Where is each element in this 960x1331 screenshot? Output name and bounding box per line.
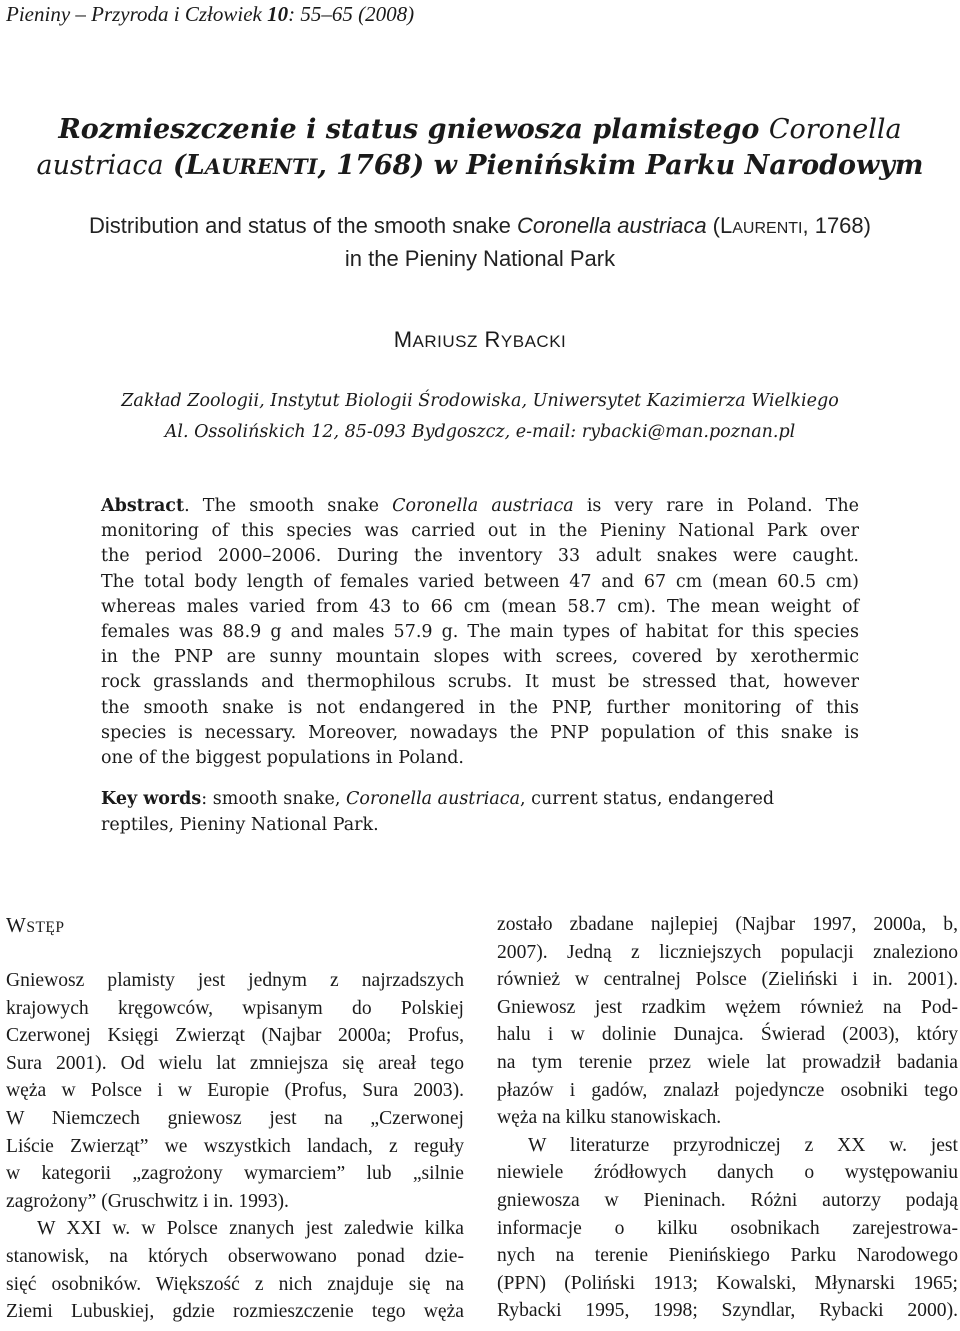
abstract-line: [101, 494, 859, 519]
body-line: sięć osobników. Większość z nich znajduje się na: [6, 1273, 464, 1295]
body-line: węża na kilku stanowiskach.: [497, 1107, 722, 1129]
abstract-text: . The smooth snake: [184, 496, 393, 516]
title-pl-genus: Coronella: [768, 114, 902, 145]
body-line: gniewosza w Pieninach. Różni autorzy podają: [497, 1189, 958, 1211]
section-heading: [6, 913, 65, 938]
body-line: halu i w dolinie Dunajca. Świerad (2003), który: [497, 1024, 958, 1046]
title-en-line2: in the Pieniny National Park: [344, 246, 616, 271]
body-line: niewiele źródłowych danych o występowaniu: [497, 1162, 958, 1184]
title-en-year: , 1768): [802, 213, 871, 238]
body-line: Ziemi Lubuskiej, gdzie rozmieszczenie tego węża: [6, 1301, 464, 1323]
body-line: Gniewosz jest rzadkim wężem również na Pod-: [497, 996, 958, 1018]
abstract-label: Abstract: [101, 496, 185, 516]
journal-pages-year: : 55–65 (2008): [288, 2, 415, 26]
journal-volume: 10: [267, 2, 289, 26]
body-line: W XXI w. w Polsce znanych jest zaledwie kilka: [37, 1218, 464, 1240]
body-line: Sura 2001). Od wielu lat zmniejsza się areał tego: [6, 1052, 464, 1074]
abstract: [101, 494, 859, 771]
section-heading-rest: STĘP: [26, 919, 65, 936]
keywords-line: reptiles, Pieniny National Park.: [101, 815, 379, 835]
body-line: stanowisk, na których obserwowano ponad dzie-: [6, 1245, 464, 1267]
abstract-line: females was 88.9 g and males 57.9 g. The main types of habitat for this species: [101, 622, 859, 643]
abstract-line: The total body length of females varied between 47 and 67 cm (mean 60.5 cm): [101, 571, 859, 592]
keywords-text: , current status, endangered: [520, 789, 775, 809]
keywords-text: : smooth snake,: [201, 789, 347, 809]
body-line: zostało zbadane najlepiej (Najbar 1997, 2000a, b,: [497, 914, 958, 935]
affiliation: [0, 386, 960, 448]
body-line: również w centralnej Polsce (Zieliński i in. 2001).: [497, 969, 958, 991]
keywords-label: Key words: [101, 789, 202, 809]
body-line: na tym terenie przez wiele lat prowadził badania: [497, 1051, 958, 1073]
title-pl-author-open: (L: [163, 150, 205, 181]
body-line: W literaturze przyrodniczej z XX w. jest: [528, 1134, 958, 1156]
affiliation-line2: Al. Ossolińskich 12, 85-093 Bydgoszcz, e-mail: rybacki@man.poznan.pl: [164, 422, 796, 442]
journal-name: Pieniny – Przyroda i Człowiek: [6, 2, 268, 26]
keywords-latin: Coronella austriaca: [346, 789, 521, 809]
title-pl-text: Rozmieszczenie i status gniewosza plamistego: [58, 114, 769, 145]
left-column: [6, 967, 464, 1326]
abstract-line: whereas males varied from 43 to 66 cm (mean 58.7 cm). The mean weight of: [101, 596, 859, 617]
title-pl-author-smallcaps: AURENTI: [204, 154, 318, 179]
body-line: węża w Polsce i w Europie (Profus, Sura 2003).: [6, 1080, 464, 1102]
abstract-line: one of the biggest populations in Poland.: [101, 748, 464, 769]
title-en-author-smallcaps: AURENTI: [732, 220, 803, 237]
body-line: Rybacki 1995, 1998; Szyndlar, Rybacki 2000).: [497, 1300, 958, 1322]
title-en-author-open: (L: [706, 213, 733, 238]
body-line: Gniewosz plamisty jest jednym z najrzadszych: [6, 970, 464, 991]
body-line: informacje o kilku osobnikach zarejestrowa-: [497, 1217, 958, 1239]
body-line: nych na terenie Pienińskiego Parku Narodowego: [497, 1245, 958, 1267]
abstract-line: rock grasslands and thermophilous scrubs. It must be stressed that, however: [101, 672, 859, 693]
journal-header: [6, 2, 414, 27]
author-first-rest: ARIUSZ: [412, 332, 478, 351]
body-line: zagrożony” (Gruschwitz i in. 1993).: [6, 1190, 289, 1212]
right-column: [497, 911, 958, 1325]
abstract-line: species is necessary. Moreover, nowadays the PNP population of this snake is: [101, 722, 859, 743]
title-pl-species: austriaca: [36, 150, 164, 181]
author-last-initial: R: [484, 327, 501, 352]
abstract-text: is very rare in Poland. The: [573, 496, 859, 516]
body-line: Liście Zwierząt” we wszystkich landach, z reguły: [6, 1135, 464, 1157]
abstract-latin: Coronella austriaca: [392, 496, 574, 516]
title-en-latin: Coronella austriaca: [517, 213, 707, 238]
abstract-line: in the PNP are sunny mountain slopes with screes, covered by xerothermic: [101, 647, 859, 668]
keywords: [101, 786, 859, 838]
body-line: płazów i gadów, znalazł pojedyncze osobniki tego: [497, 1079, 958, 1101]
body-line: (PPN) (Poliński 1913; Kowalski, Młynarski 1965;: [497, 1272, 958, 1294]
affiliation-line1: Zakład Zoologii, Instytut Biologii Środowiska, Uniwersytet Kazimierza Wielkiego: [121, 391, 839, 411]
abstract-line: the smooth snake is not endangered in the PNP, further monitoring of this: [101, 697, 859, 718]
abstract-line: monitoring of this species was carried out in the Pieniny National Park over: [101, 521, 859, 542]
author-last-rest: YBACKI: [500, 332, 567, 351]
title-pl-year-rest: , 1768) w Pienińskim Parku Narodowym: [317, 150, 924, 181]
body-line: W Niemczech gniewosz jest na „Czerwonej: [6, 1107, 464, 1129]
keywords-line: [101, 786, 859, 812]
author-first-initial: M: [393, 327, 413, 352]
title-english: [0, 211, 960, 274]
body-line: Czerwonej Księgi Zwierząt (Najbar 2000a; Profus,: [6, 1025, 464, 1047]
body-line: w kategorii „zagrożony wymarciem” lub „silnie: [6, 1163, 464, 1185]
title-polish: [0, 112, 960, 185]
abstract-line: the period 2000–2006. During the inventory 33 adult snakes were caught.: [101, 546, 859, 567]
body-line: 2007). Jedną z liczniejszych populacji znaleziono: [497, 941, 958, 963]
body-line: krajowych kręgowców, wpisanym do Polskiej: [6, 997, 464, 1019]
section-heading-initial: W: [6, 913, 27, 937]
title-en-text: Distribution and status of the smooth snake: [89, 213, 518, 238]
author-name: [0, 327, 960, 353]
